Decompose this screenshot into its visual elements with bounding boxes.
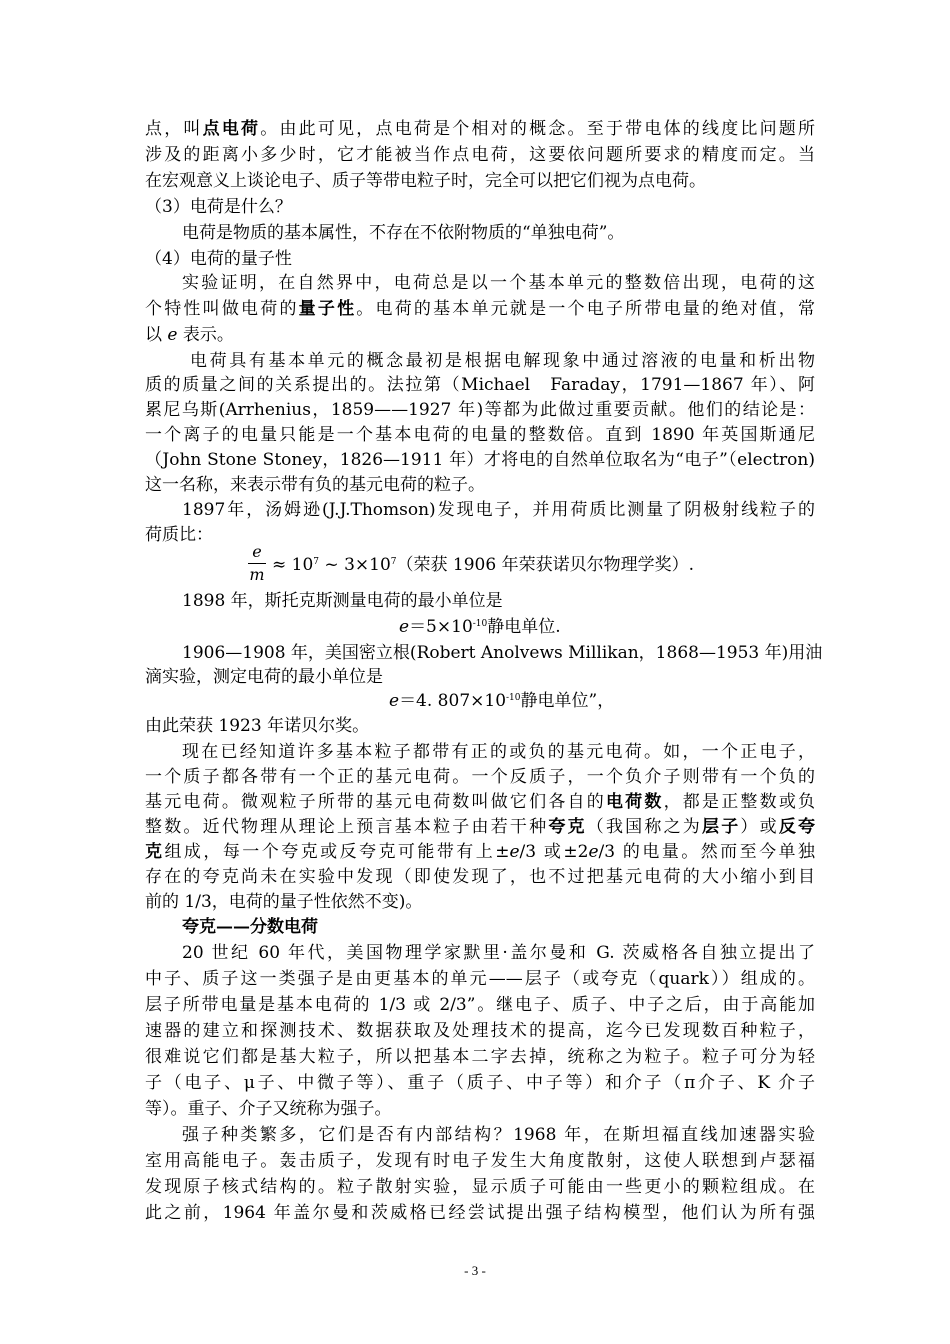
text-line: 实验证明，在自然界中，电荷总是以一个基本单元的整数倍出现，电荷的这	[182, 273, 815, 293]
text-line: 室用高能电子。轰击质子，发现有时电子发生大角度散射，这使人联想到卢瑟福	[145, 1151, 815, 1171]
text-line: 层子所带电量是基本电荷的 1/3 或 2/3”。继电子、质子、中子之后，由于高能加	[145, 995, 815, 1015]
text-line: 荷质比：	[145, 525, 213, 545]
formula-millikan: e＝4. $807\times 10^{-10}$静电单位”，	[389, 691, 615, 711]
text-line: 存在的夸克尚未在实验中发现（即使发现了，也不过把基元电荷的大小缩小到目	[145, 867, 815, 887]
text-line: 滴实验，测定电荷的最小单位是	[145, 667, 383, 687]
fraction-denominator: m	[249, 565, 265, 584]
text-line: 现在已经知道许多基本粒子都带有正的或负的基元电荷。如，一个正电子，	[182, 742, 815, 762]
text-line: 这一名称，来表示带有负的基元电荷的粒子。	[145, 475, 485, 495]
fraction-numerator: e	[252, 542, 262, 561]
text-line: 电荷具有基本单元的概念最初是根据电解现象中通过溶液的电量和析出物	[190, 351, 815, 371]
text-line: 电荷是物质的基本属性，不存在不依附物质的“单独电荷”。	[182, 223, 625, 243]
text-line: 基元电荷。微观粒子所带的基元电荷数叫做它们各自的电荷数，都是正整数或负	[145, 792, 816, 812]
section-heading: 夸克——分数电荷	[182, 917, 318, 937]
text-line: 等）。重子、介子又统称为强子。	[145, 1099, 392, 1119]
text-line: 此之前，1964 年盖尔曼和茨威格已经尝试提出强子结构模型，他们认为所有强	[145, 1203, 815, 1223]
fraction-e-over-m	[246, 541, 268, 586]
text-line: 中子、质子这一类强子是由更基本的单元——层子（或夸克（quark））组成的。	[145, 969, 815, 989]
text-line: 以 e 表示。	[145, 325, 234, 345]
subheading-4: （4）电荷的量子性	[145, 249, 292, 269]
text-line: 发现原子核式结构的。粒子散射实验，显示质子可能由一些更小的颗粒组成。在	[145, 1177, 815, 1197]
text-line: 速器的建立和探测技术、数据获取及处理技术的提高，迄今已发现数百种粒子，	[145, 1021, 815, 1041]
text-line: 质的质量之间的关系提出的。法拉第（Michael Faraday，1791—1867 年）、阿	[145, 375, 815, 395]
text-line: 整数。近代物理从理论上预言基本粒子由若干种夸克（我国称之为层子）或反夸	[145, 817, 816, 837]
text-line: 20 世纪 60 年代，美国物理学家默里·盖尔曼和 G. 茨威格各自独立提出了	[182, 943, 815, 963]
text-line: 前的 1/3，电荷的量子性依然不变)。	[145, 892, 423, 912]
text-line: 1906—1908 年，美国密立根(Robert Anolvews Millikan，1868—1953 年)用油	[182, 643, 823, 663]
text-line: 累尼乌斯(Arrhenius，1859——1927 年)等都为此做过重要贡献。他们的结论是：	[145, 400, 815, 420]
page-number: - 3 -	[464, 1263, 486, 1278]
text-line: 1897年，汤姆逊(J.J.Thomson)发现电子，并用荷质比测量了阴极射线粒子的	[182, 500, 815, 520]
text-line: 克组成，每一个夸克或反夸克可能带有上±e/3 或±2e/3 的电量。然而至今单独	[145, 842, 815, 862]
text-line: 点，叫点电荷。由此可见，点电荷是个相对的概念。至于带电体的线度比问题所	[145, 119, 816, 139]
text-line: 由此荣获 1923 年诺贝尔奖。	[145, 716, 370, 736]
text-line: 子（电子、μ子、中微子等）、重子（质子、中子等）和介子（π介子、K 介子	[145, 1073, 815, 1093]
text-line: 一个质子都各带有一个正的基元电荷。一个反质子，一个负介子则带有一个负的	[145, 767, 815, 787]
text-line: （John Stone Stoney，1826—1911 年）才将电的自然单位取名为“电子”（electron)	[145, 450, 815, 470]
text-line: 个特性叫做电荷的量子性。电荷的基本单元就是一个电子所带电量的绝对值，常	[145, 299, 816, 319]
charge-mass-ratio-formula: ≈ $10^7$ ~ $3\times 10^7$（荣获 1906 年荣获诺贝尔物理学奖）.	[272, 555, 694, 575]
text-line: 一个离子的电量只能是一个基本电荷的电量的整数倍。直到 1890 年英国斯通尼	[145, 425, 815, 445]
text-line: 涉及的距离小多少时，它才能被当作点电荷，这要依问题所要求的精度而定。当	[145, 145, 815, 165]
text-line: 强子种类繁多，它们是否有内部结构？1968 年，在斯坦福直线加速器实验	[182, 1125, 815, 1145]
text-line: 1898 年，斯托克斯测量电荷的最小单位是	[182, 591, 503, 611]
subheading-3: （3）电荷是什么？	[145, 197, 292, 217]
formula-stokes: $e=5\times 10^{-10}$静电单位.	[399, 617, 561, 637]
text-line: 很难说它们都是基大粒子，所以把基本二字去掉，统称之为粒子。粒子可分为轻	[145, 1047, 815, 1067]
text-line: 在宏观意义上谈论电子、质子等带电粒子时，完全可以把它们视为点电荷。	[145, 171, 706, 191]
